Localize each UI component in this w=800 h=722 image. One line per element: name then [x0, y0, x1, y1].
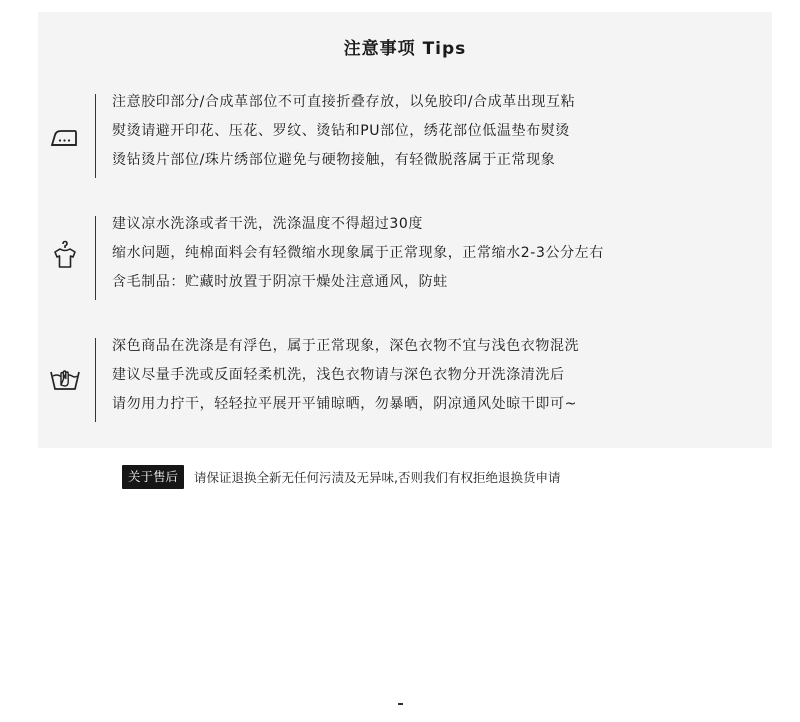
section-color-care	[38, 332, 772, 428]
iron-icon	[48, 120, 82, 154]
hanging-shirt-icon	[48, 238, 82, 272]
tip-line: 请勿用力拧干，轻轻拉平展开平铺晾晒，勿暴晒，阴凉通风处晾干即可~	[112, 396, 577, 412]
section-washing	[38, 210, 772, 306]
section-divider	[95, 216, 96, 300]
divider-mark	[398, 703, 403, 705]
after-sales-text: 请保证退换全新无任何污渍及无异味,否则我们有权拒绝退换货申请	[194, 470, 561, 485]
hand-wash-icon	[48, 362, 82, 396]
tips-panel	[38, 12, 772, 448]
tip-line: 注意胶印部分/合成革部位不可直接折叠存放，以免胶印/合成革出现互粘	[112, 94, 576, 110]
page-title: 注意事项 Tips	[343, 39, 467, 59]
after-sales-badge: 关于售后	[122, 465, 184, 489]
tip-line: 熨烫请避开印花、压花、罗纹、烫钻和PU部位，绣花部位低温垫布熨烫	[112, 123, 570, 139]
tip-line: 建议尽量手洗或反面轻柔机洗，浅色衣物请与深色衣物分开洗涤清洗后	[112, 367, 565, 383]
tip-line: 含毛制品：贮藏时放置于阴凉干燥处注意通风，防蛀	[112, 274, 448, 290]
section-ironing	[38, 88, 772, 184]
tip-line: 深色商品在洗涤是有浮色，属于正常现象，深色衣物不宜与浅色衣物混洗	[112, 338, 580, 354]
tip-line: 建议凉水洗涤或者干洗，洗涤温度不得超过30度	[112, 216, 424, 232]
tip-line: 烫钻烫片部位/珠片绣部位避免与硬物接触，有轻微脱落属于正常现象	[112, 152, 556, 168]
section-divider	[95, 338, 96, 422]
after-sales-notice	[122, 465, 561, 489]
tip-line: 缩水问题，纯棉面料会有轻微缩水现象属于正常现象，正常缩水2-3公分左右	[112, 245, 604, 261]
section-divider	[95, 94, 96, 178]
